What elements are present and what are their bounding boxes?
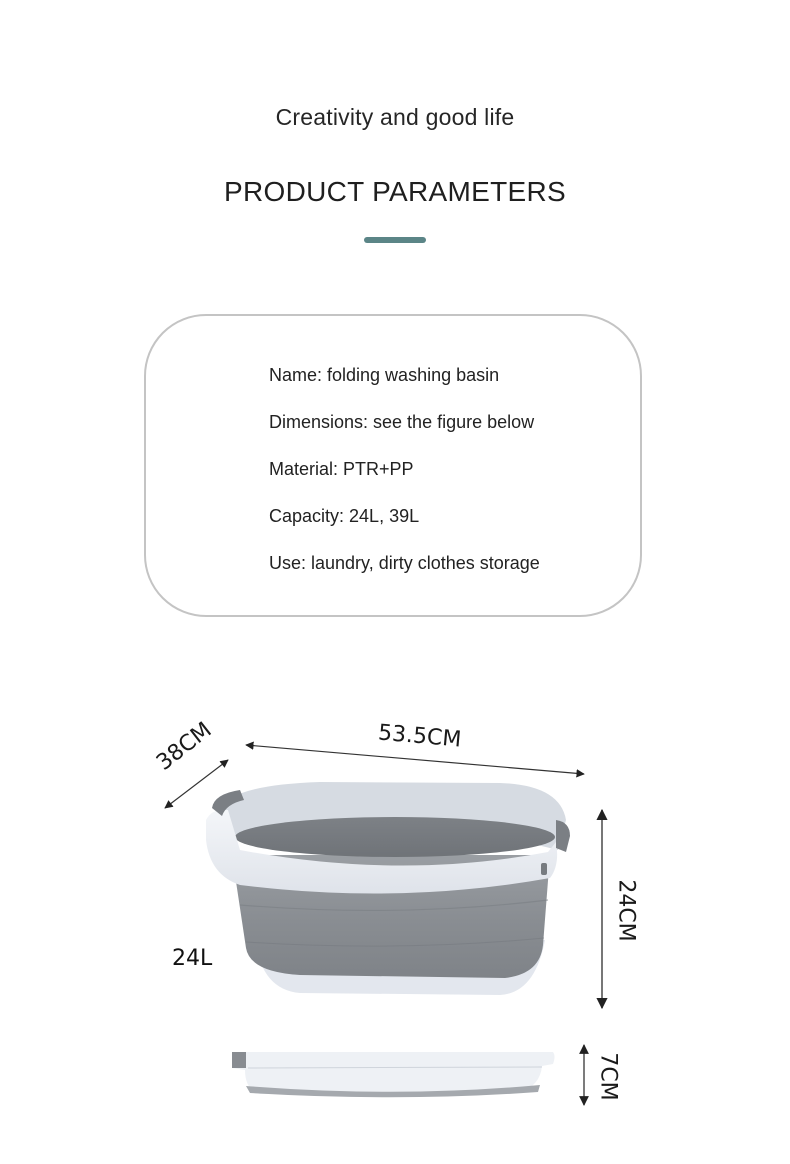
param-dimensions: Dimensions: see the figure below xyxy=(269,412,535,432)
capacity-label: 24L xyxy=(172,946,213,971)
basin-expanded xyxy=(206,782,570,995)
width-arrow xyxy=(246,745,584,774)
depth-label: 38CM xyxy=(152,717,217,776)
product-dimension-figure xyxy=(0,690,790,1159)
parameters-list xyxy=(269,364,540,599)
basin-folded xyxy=(232,1052,555,1097)
page-title: PRODUCT PARAMETERS xyxy=(224,176,566,207)
param-material: Material: PTR+PP xyxy=(269,459,414,479)
param-use: Use: laundry, dirty clothes storage xyxy=(269,553,540,573)
title-accent-bar xyxy=(364,237,426,243)
param-name: Name: folding washing basin xyxy=(269,365,500,385)
height-label: 24CM xyxy=(613,879,639,942)
tagline: Creativity and good life xyxy=(275,104,515,130)
param-capacity: Capacity: 24L, 39L xyxy=(269,506,420,526)
basin-illustration xyxy=(0,690,790,1159)
folded-height-label: 7CM xyxy=(595,1052,621,1101)
width-label: 53.5CM xyxy=(377,720,463,753)
